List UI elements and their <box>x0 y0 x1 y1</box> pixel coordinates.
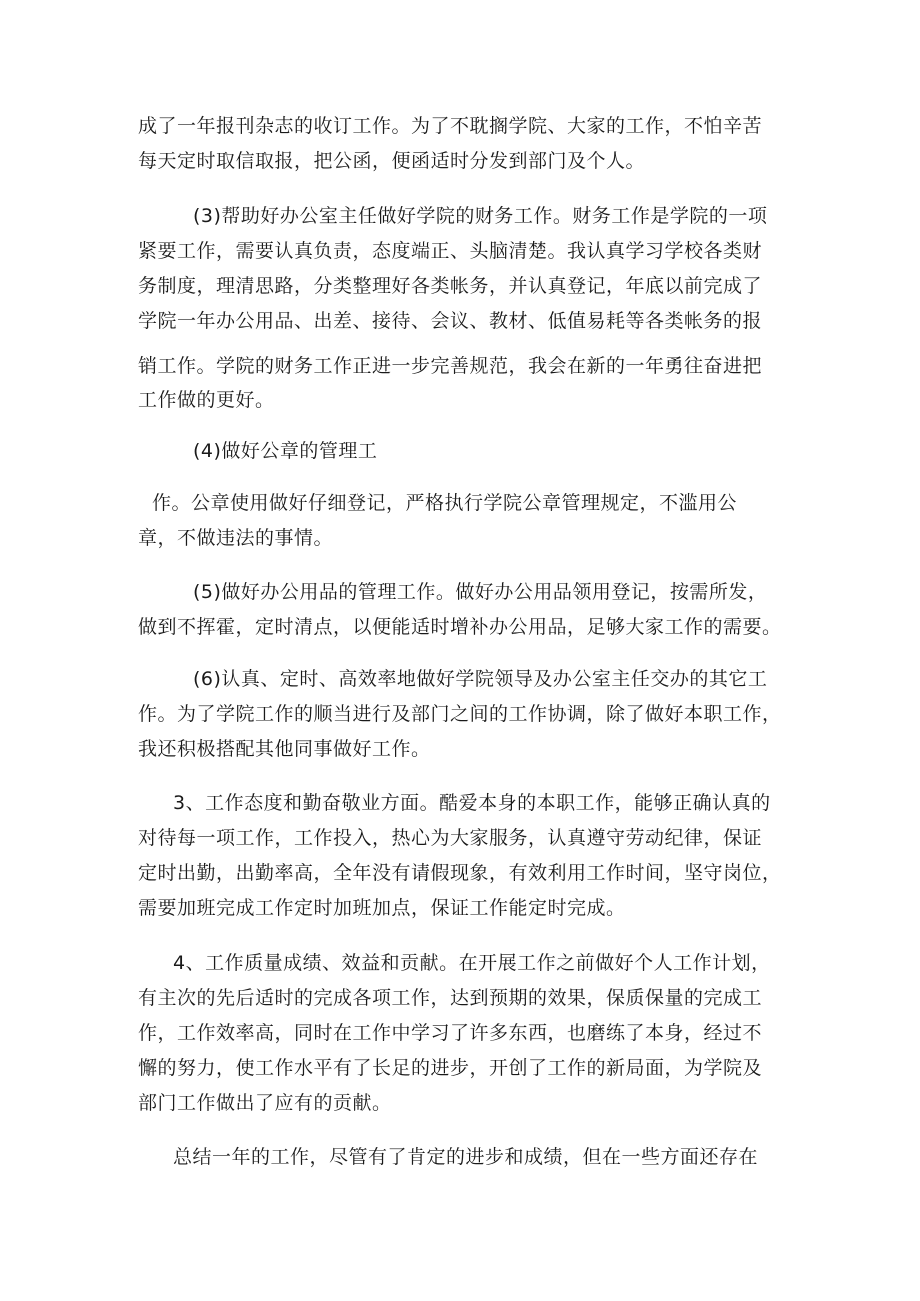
paragraph-line: 总结一年的工作，尽管有了肯定的进步和成绩，但在一些方面还存在 <box>173 1146 759 1168</box>
paragraph-line: 3、工作态度和勤奋敬业方面。酷爱本身的本职工作，能够正确认真的 <box>173 792 771 814</box>
paragraph-line: 做到不挥霍，定时清点，以便能适时增补办公用品，足够大家工作的需要。 <box>138 616 782 638</box>
paragraph-line: 章，不做违法的事情。 <box>138 527 334 549</box>
paragraph-line: 需要加班完成工作定时加班加点，保证工作能定时完成。 <box>138 897 626 919</box>
paragraph-line: (5)做好办公用品的管理工作。做好办公用品领用登记，按需所发， <box>193 581 768 603</box>
paragraph-line: (3)帮助好办公室主任做好学院的财务工作。财务工作是学院的一项 <box>193 205 768 227</box>
paragraph-line: 每天定时取信取报，把公函，便函适时分发到部门及个人。 <box>138 150 646 172</box>
paragraph-line: (6)认真、定时、高效率地做好学院领导及办公室主任交办的其它工 <box>193 668 768 690</box>
paragraph-line: 4、工作质量成绩、效益和贡献。在开展工作之前做好个人工作计划， <box>173 952 771 974</box>
paragraph-line: 部门工作做出了应有的贡献。 <box>138 1092 392 1114</box>
paragraph-line: 工作做的更好。 <box>138 389 275 411</box>
paragraph-line: 学院一年办公用品、出差、接待、会议、教材、低值易耗等各类帐务的报 <box>138 310 763 332</box>
paragraph-line: 紧要工作，需要认真负责，态度端正、头脑清楚。我认真学习学校各类财 <box>138 240 763 262</box>
paragraph-line: 作，工作效率高，同时在工作中学习了许多东西，也磨练了本身，经过不 <box>138 1022 763 1044</box>
paragraph-line: 成了一年报刊杂志的收订工作。为了不耽搁学院、大家的工作，不怕辛苦 <box>138 115 763 137</box>
paragraph-line: 作。公章使用做好仔细登记，严格执行学院公章管理规定，不滥用公 <box>152 492 738 514</box>
paragraph-line: 定时出勤，出勤率高，全年没有请假现象，有效利用工作时间，坚守岗位， <box>138 862 782 884</box>
paragraph-line: 作。为了学院工作的顺当进行及部门之间的工作协调，除了做好本职工作， <box>138 703 782 725</box>
paragraph-line: 我还积极搭配其他同事做好工作。 <box>138 738 431 760</box>
paragraph-line: (4)做好公章的管理工 <box>193 440 378 462</box>
paragraph-line: 对待每一项工作，工作投入，热心为大家服务，认真遵守劳动纪律，保证 <box>138 827 763 849</box>
paragraph-line: 懈的努力，使工作水平有了长足的进步，开创了工作的新局面，为学院及 <box>138 1057 763 1079</box>
paragraph-line: 销工作。学院的财务工作正进一步完善规范，我会在新的一年勇往奋进把 <box>138 355 763 377</box>
paragraph-line: 务制度，理清思路，分类整理好各类帐务，并认真登记，年底以前完成了 <box>138 275 763 297</box>
paragraph-line: 有主次的先后适时的完成各项工作，达到预期的效果，保质保量的完成工 <box>138 987 763 1009</box>
